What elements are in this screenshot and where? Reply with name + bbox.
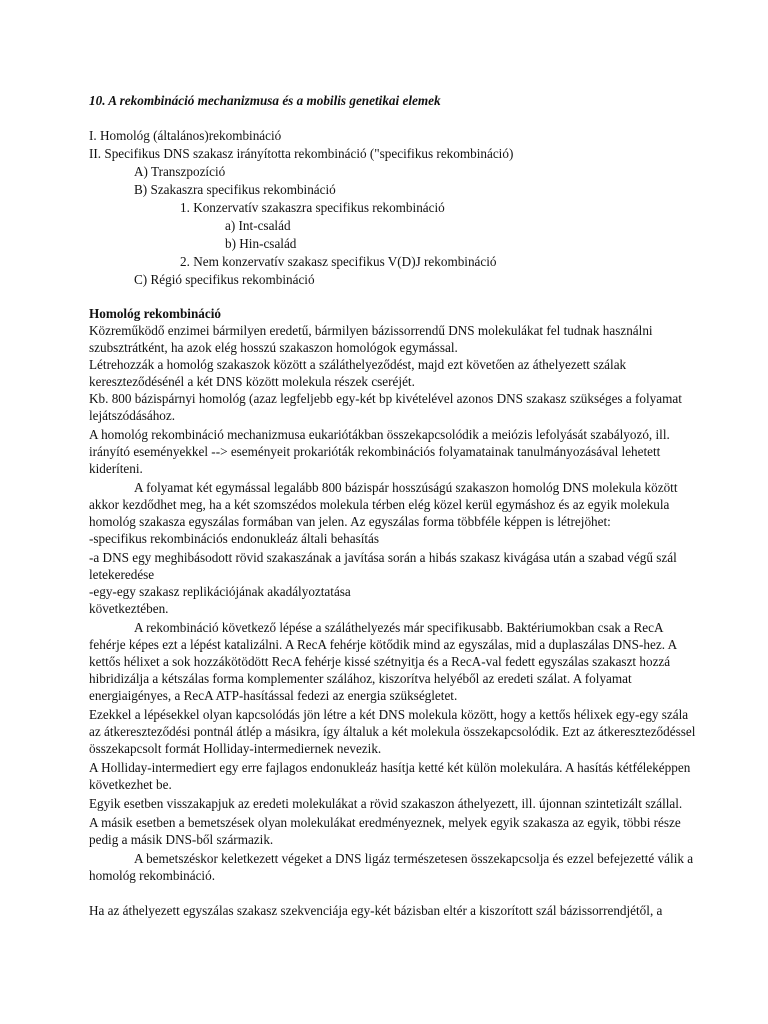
section-heading: Homológ rekombináció xyxy=(89,306,221,321)
text-line: Egyik esetben visszakapjuk az eredeti molekulákat a rövid szakaszon áthelyezett, ill. újonnan szintetizált szállal. xyxy=(89,796,683,811)
text-line: kereszteződésénél a két DNS között molekula részek cseréjét. xyxy=(89,374,415,389)
text-line: következhet be. xyxy=(89,777,172,792)
text-line: szubsztrátként, ha azok elég hosszú szakaszon homológok egymással. xyxy=(89,340,458,355)
text-line: fehérje képes ezt a lépést katalizálni. A RecA fehérje kötődik mind az egyszálas, mid a duplaszálas DNS-hez. A xyxy=(89,637,678,652)
outline-item: A) Transzpozíció xyxy=(134,164,226,179)
text-line: pedig a másik DNS-ből származik. xyxy=(89,832,274,847)
text-line: A folyamat két egymással legalább 800 bázispár hosszúságú szakaszon homológ DNS molekula között xyxy=(134,480,678,495)
outline-item: I. Homológ (általános)rekombináció xyxy=(89,128,282,143)
outline-item: II. Specifikus DNS szakasz irányította rekombináció ("specifikus rekombináció) xyxy=(89,146,514,161)
text-line: lejátszódásához. xyxy=(89,408,176,423)
document-title: 10. A rekombináció mechanizmusa és a mobilis genetikai elemek xyxy=(89,93,441,108)
text-line: összekapcsolt formát Holliday-intermediernek nevezik. xyxy=(89,741,382,756)
text-line: hibridizálja a kétszálas forma komplementer szálához, kiszorítva helyéből az eredeti szálat. A folyamat xyxy=(89,671,632,686)
text-line: Létrehozzák a homológ szakaszok között a száláthelyeződést, majd ezt követően az áthelyezett szálak xyxy=(89,357,627,372)
text-line: homológ rekombináció. xyxy=(89,868,215,883)
text-line: A Holliday-intermediert egy erre fajlagos endonukleáz hasítja ketté két külön molekulára. A hasítás kétféleképpen xyxy=(89,760,691,775)
text-line: következtében. xyxy=(89,601,169,616)
outline-item: C) Régió specifikus rekombináció xyxy=(134,272,315,287)
text-line: irányító eseményekkel --> eseményeit prokarióták rekombinációs folyamatainak tanulmányozásával lehetett xyxy=(89,444,661,459)
outline-item: 1. Konzervatív szakaszra specifikus rekombináció xyxy=(180,200,445,215)
text-line: A másik esetben a bemetszések olyan molekulákat eredményeznek, melyek egyik szakasza az egyik, többi része xyxy=(89,815,681,830)
text-line: Ha az áthelyezett egyszálas szakasz szekvenciája egy-két bázisban eltér a kiszorított szál bázissorrendjétől, a xyxy=(89,903,663,918)
text-line: homológ szakasza egyszálas formában van jelen. Az egyszálas forma többféle képpen is létrejöhet: xyxy=(89,514,611,529)
text-line: -egy-egy szakasz replikációjának akadályoztatása xyxy=(89,584,351,599)
text-line: Kb. 800 bázispárnyi homológ (azaz legfeljebb egy-két bp kivételével azonos DNS szakasz szükséges a folyamat xyxy=(89,391,682,406)
text-line: akkor kezdődhet meg, ha a két szomszédos molekula térben elég közel kerül egymáshoz és az egyik molekula xyxy=(89,497,670,512)
outline-item: 2. Nem konzervatív szakasz specifikus V(D)J rekombináció xyxy=(180,254,497,269)
text-line: kettős hélixet a sok hozzákötödött RecA fehérje kissé szétnyitja és a RecA-val fedett egyszálas szakaszt hozzá xyxy=(89,654,671,669)
text-line: Közreműködő enzimei bármilyen eredetű, bármilyen bázissorrendű DNS molekulákat fel tudnak használni xyxy=(89,323,653,338)
text-line: A rekombináció következő lépése a száláthelyezés már specifikusabb. Baktériumokban csak a RecA xyxy=(134,620,664,635)
text-line: A bemetszéskor keletkezett végeket a DNS ligáz természetesen összekapcsolja és ezzel befejezetté válik a xyxy=(134,851,694,866)
text-line: -a DNS egy meghibásodott rövid szakaszának a javítása során a hibás szakasz kivágása után a szabad végű szál xyxy=(89,550,677,565)
text-line: -specifikus rekombinációs endonukleáz általi behasítás xyxy=(89,531,380,546)
outline-item: B) Szakaszra specifikus rekombináció xyxy=(134,182,336,197)
text-line: kideríteni. xyxy=(89,461,143,476)
outline-item: a) Int-család xyxy=(225,218,291,233)
text-line: az átkereszteződési pontnál átlép a másikra, így általuk a két molekula összekapcsolódik. Ezt az átkereszteződéssel xyxy=(89,724,696,739)
outline-item: b) Hin-család xyxy=(225,236,297,251)
text-line: A homológ rekombináció mechanizmusa eukariótákban összekapcsolódik a meiózis lefolyását szabályozó, ill. xyxy=(89,427,670,442)
text-line: Ezekkel a lépésekkel olyan kapcsolódás jön létre a két DNS molekula között, hogy a kettős hélixek egy-egy szála xyxy=(89,707,689,722)
text-line: letekeredése xyxy=(89,567,155,582)
text-line: energiaigényes, a RecA ATP-hasítással fedezi az energia szükségletet. xyxy=(89,688,458,703)
